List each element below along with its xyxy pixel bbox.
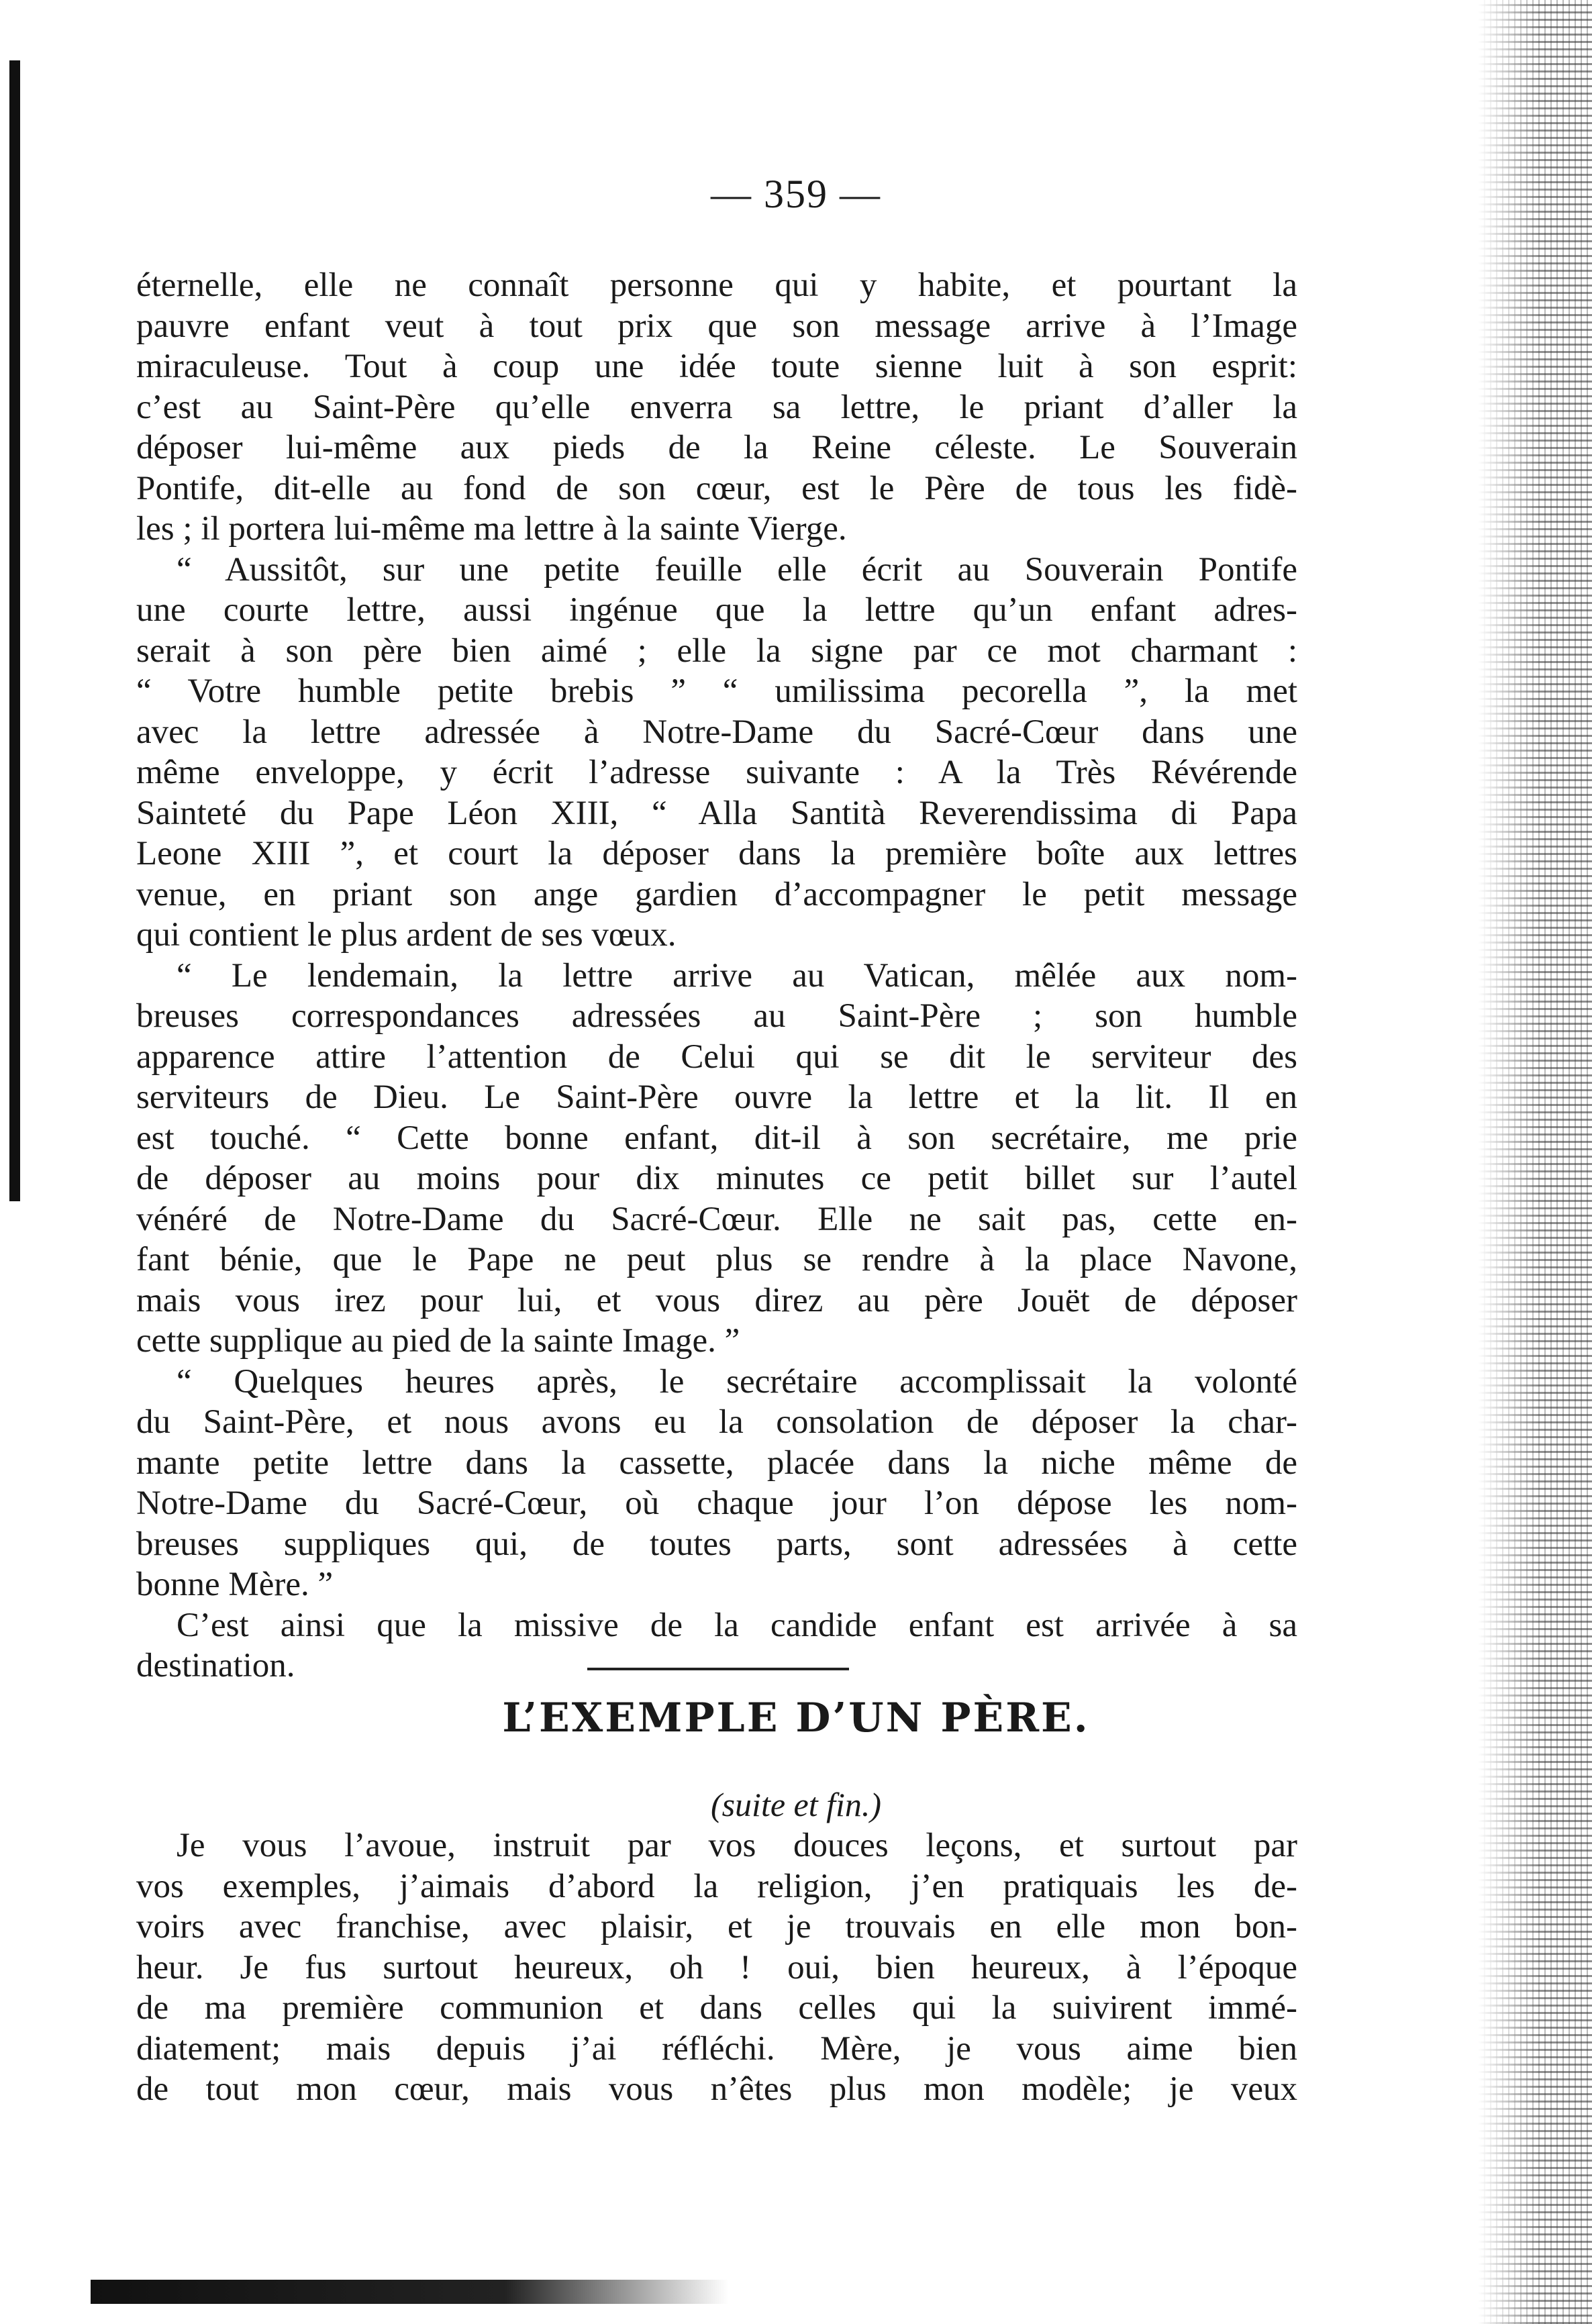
text-line: bonne Mère. ” (136, 1566, 334, 1603)
text-line: une courte lettre, aussi ingénue que la lettre qu’un enfant adres- (136, 591, 1297, 629)
text-line: cette supplique au pied de la sainte Image. ” (136, 1322, 740, 1360)
text-line: Sainteté du Pape Léon XIII, “ Alla Santità Reverendissima di Papa (136, 794, 1297, 832)
article-body-2 (136, 1825, 1297, 2110)
text-line: miraculeuse. Tout à coup une idée toute sienne luit à son esprit: (136, 348, 1297, 385)
text-line: de ma première communion et dans celles qui la suivirent immé- (136, 1989, 1297, 2027)
section-divider (587, 1668, 849, 1670)
text-line: est touché. “ Cette bonne enfant, dit-il à son secrétaire, me prie (136, 1119, 1297, 1157)
text-line: “ Le lendemain, la lettre arrive au Vatican, mêlée aux nom- (177, 956, 1297, 995)
text-line: serait à son père bien aimé ; elle la signe par ce mot charmant : (136, 631, 1297, 670)
text-line: Leone XIII ”, et court la déposer dans la première boîte aux lettres (136, 835, 1297, 872)
text-line: c’est au Saint-Père qu’elle enverra sa lettre, le priant d’aller la (136, 388, 1297, 426)
text-line: “ Quelques heures après, le secrétaire accomplissait la volonté (177, 1362, 1297, 1401)
text-line: “ Aussitôt, sur une petite feuille elle écrit au Souverain Pontife (177, 550, 1297, 589)
scan-left-edge-bar (9, 60, 20, 1201)
text-line: destination. (136, 1647, 295, 1684)
text-line: apparence attire l’attention de Celui qui se dit le serviteur des (136, 1038, 1297, 1076)
text-line: heur. Je fus surtout heureux, oh ! oui, bien heureux, à l’époque (136, 1948, 1297, 1986)
text-line: pauvre enfant veut à tout prix que son message arrive à l’Image (136, 307, 1297, 345)
scan-bottom-bar (91, 2280, 728, 2304)
scan-right-edge-noise (1478, 0, 1592, 2324)
text-line: de tout mon cœur, mais vous n’êtes plus mon modèle; je veux (136, 2070, 1297, 2108)
text-line: Pontife, dit-elle au fond de son cœur, est le Père de tous les fidè- (136, 469, 1297, 507)
text-line: mante petite lettre dans la cassette, placée dans la niche même de (136, 1444, 1297, 1482)
page-number: — 359 — (711, 172, 881, 216)
text-line: éternelle, elle ne connaît personne qui y habite, et pourtant la (136, 266, 1297, 304)
text-line: vénéré de Notre-Dame du Sacré-Cœur. Elle ne sait pas, cette en- (136, 1200, 1297, 1238)
text-line: serviteurs de Dieu. Le Saint-Père ouvre la lettre et la lit. Il en (136, 1078, 1297, 1116)
text-line: mais vous irez pour lui, et vous direz au père Jouët de déposer (136, 1281, 1297, 1319)
text-line: déposer lui-même aux pieds de la Reine céleste. Le Souverain (136, 429, 1297, 466)
text-line: avec la lettre adressée à Notre-Dame du Sacré-Cœur dans une (136, 713, 1297, 751)
text-line: fant bénie, que le Pape ne peut plus se rendre à la place Navone, (136, 1241, 1297, 1278)
section-subtitle: (suite et fin.) (710, 1786, 882, 1823)
text-line: diatement; mais depuis j’ai réfléchi. Mère, je vous aime bien (136, 2029, 1297, 2068)
text-line: venue, en priant son ange gardien d’accompagner le petit message (136, 875, 1297, 913)
text-line: Notre-Dame du Sacré-Cœur, où chaque jour l’on dépose les nom- (136, 1484, 1297, 1522)
text-line: breuses correspondances adressées au Saint-Père ; son humble (136, 997, 1297, 1035)
text-line: qui contient le plus ardent de ses vœux. (136, 916, 677, 954)
article-body (136, 265, 1297, 1686)
section-title: L’EXEMPLE D’UN PÈRE. (502, 1695, 1090, 1741)
text-line: voirs avec franchise, avec plaisir, et je trouvais en elle mon bon- (136, 1908, 1297, 1946)
text-line: du Saint-Père, et nous avons eu la consolation de déposer la char- (136, 1403, 1297, 1441)
text-line: C’est ainsi que la missive de la candide enfant est arrivée à sa (177, 1606, 1297, 1644)
text-line: vos exemples, j’aimais d’abord la religion, j’en pratiquais les de- (136, 1867, 1297, 1905)
text-line: même enveloppe, y écrit l’adresse suivante : A la Très Révérende (136, 754, 1297, 791)
text-line: Je vous l’avoue, instruit par vos douces leçons, et surtout par (177, 1827, 1297, 1864)
text-line: “ Votre humble petite brebis ” “ umilissima pecorella ”, la met (136, 672, 1297, 710)
text-line: breuses suppliques qui, de toutes parts, sont adressées à cette (136, 1525, 1297, 1563)
text-line: les ; il portera lui-même ma lettre à la sainte Vierge. (136, 510, 847, 548)
text-line: de déposer au moins pour dix minutes ce petit billet sur l’autel (136, 1160, 1297, 1197)
